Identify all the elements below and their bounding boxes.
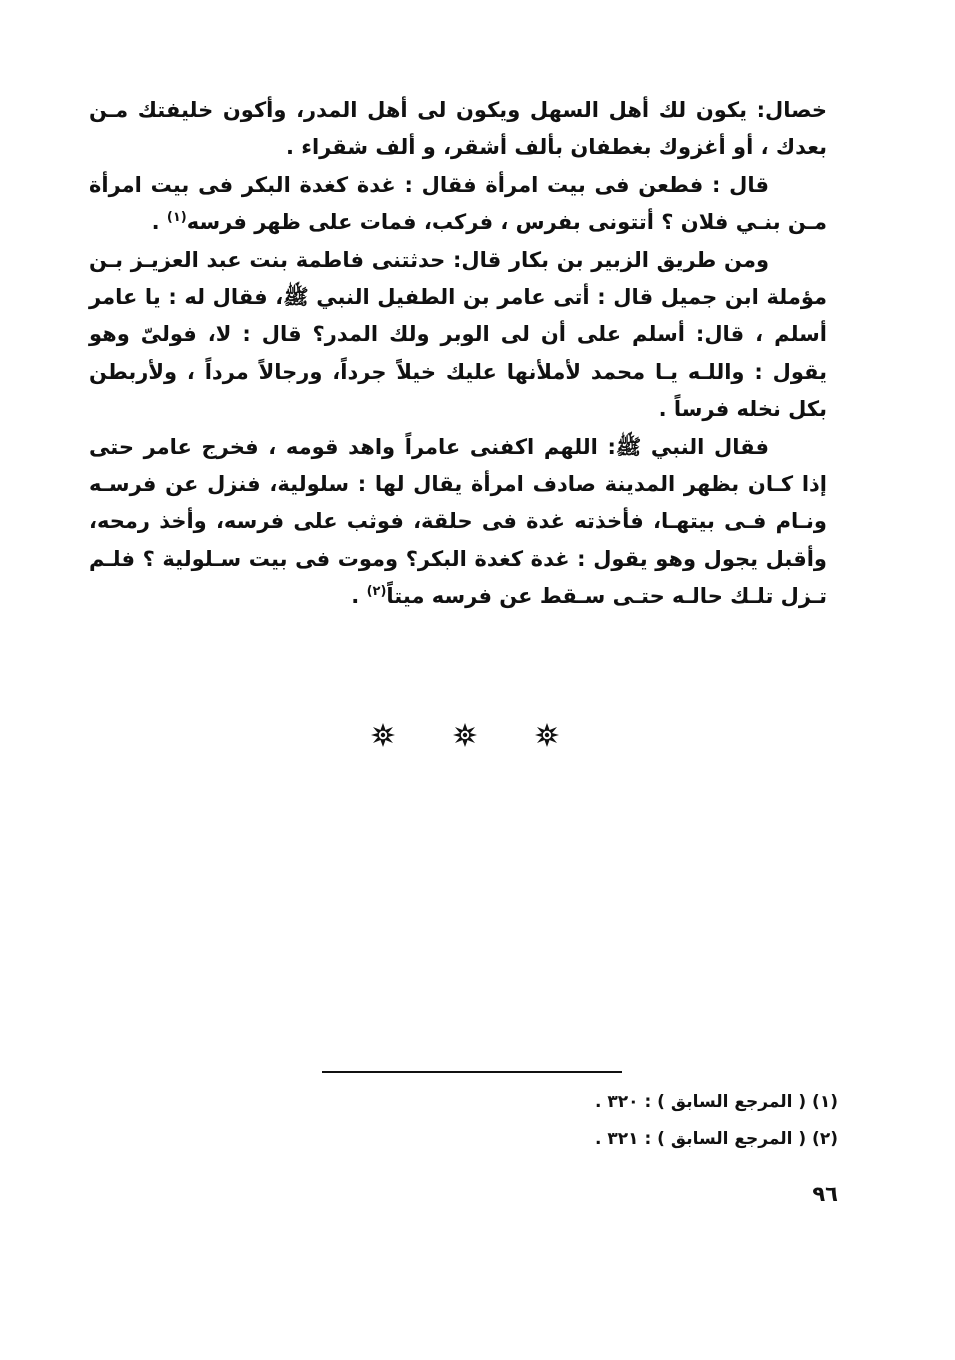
paragraph-3-text: ومن طريق الزبير بن بكار قال: حدثتنى فاطمة بنت عبد العزيـز بـن مؤملة ابن جميل قال : أتى عامر بن الطفيل النبي ﷺ، فقال له : يا عامر أسلم ، قال: أسلم على أن لى الوبر ولك المدر؟ قال : لا، فولىّ وهو يقول : واللـه يـا محمد لأملأنها عليك خيلاً جرداً، ورجالاً مرداً ، ولأربطن بكل نخله فرساً .	[89, 247, 827, 422]
page-number: ٩٦	[812, 1182, 838, 1206]
paragraph-2-text: قال : فطعن فى بيت امرأة فقال : غدة كغدة البكر فى بيت امرأة مـن بنـي فلان ؟ أتتونى بفرس ، فركب، فمات على ظهر فرسه	[89, 172, 827, 235]
footnote-reference-2[interactable]: (٢)	[366, 584, 387, 600]
paragraph-4-text: فقال النبي ﷺ: اللهم اكفنى عامراً واهد قومه ، فخرج عامر حتى إذا كـان بظهر المدينة صادف امرأة يقال لها : سلولية، فنزل عن فرسـه ونـام فـى بيتهـا، فأخذته غدة فى حلقة، فوثب على فرسه، وأخذ رمحه، وأقبل يجول وهو يقول : غدة كغدة البكر؟ وموت فى بيت سـلولية ؟ فلـم تـزل تلـك حالـه حتـى سـقط عن فرسه ميتاً	[89, 434, 827, 609]
ornamental-flower-icon	[534, 722, 560, 748]
footnote-1-text: ( المرجع السابق ) : ٣٢٠ .	[595, 1092, 807, 1112]
footnote-2-text: ( المرجع السابق ) : ٣٢١ .	[595, 1129, 807, 1149]
footnote-1-number: (١)	[812, 1092, 838, 1112]
paragraph-3	[89, 242, 827, 429]
paragraph-4-tail: .	[351, 584, 367, 609]
ornamental-flower-icon	[370, 722, 396, 748]
paragraph-2	[89, 167, 827, 242]
footnotes-section	[418, 1084, 838, 1158]
paragraph-1-text: خصال: يكون لك أهل السهل ويكون لى أهل المدر، وأكون خليفتك مـن بعدك ، أو أغزوك بغطفان بألف أشقر، و ألف شقراء .	[89, 98, 827, 160]
paragraph-2-tail: .	[151, 210, 167, 235]
footnote-reference-1[interactable]: (١)	[166, 210, 187, 226]
paragraph-1	[89, 92, 827, 167]
ornamental-flower-icon	[452, 722, 478, 748]
footnote-separator-rule	[322, 1071, 622, 1073]
section-divider-ornaments	[370, 718, 560, 752]
footnote-2-number: (٢)	[812, 1129, 838, 1149]
paragraph-4	[89, 429, 827, 616]
footnote-2	[418, 1121, 838, 1158]
main-text-block	[89, 92, 827, 616]
footnote-1	[418, 1084, 838, 1121]
